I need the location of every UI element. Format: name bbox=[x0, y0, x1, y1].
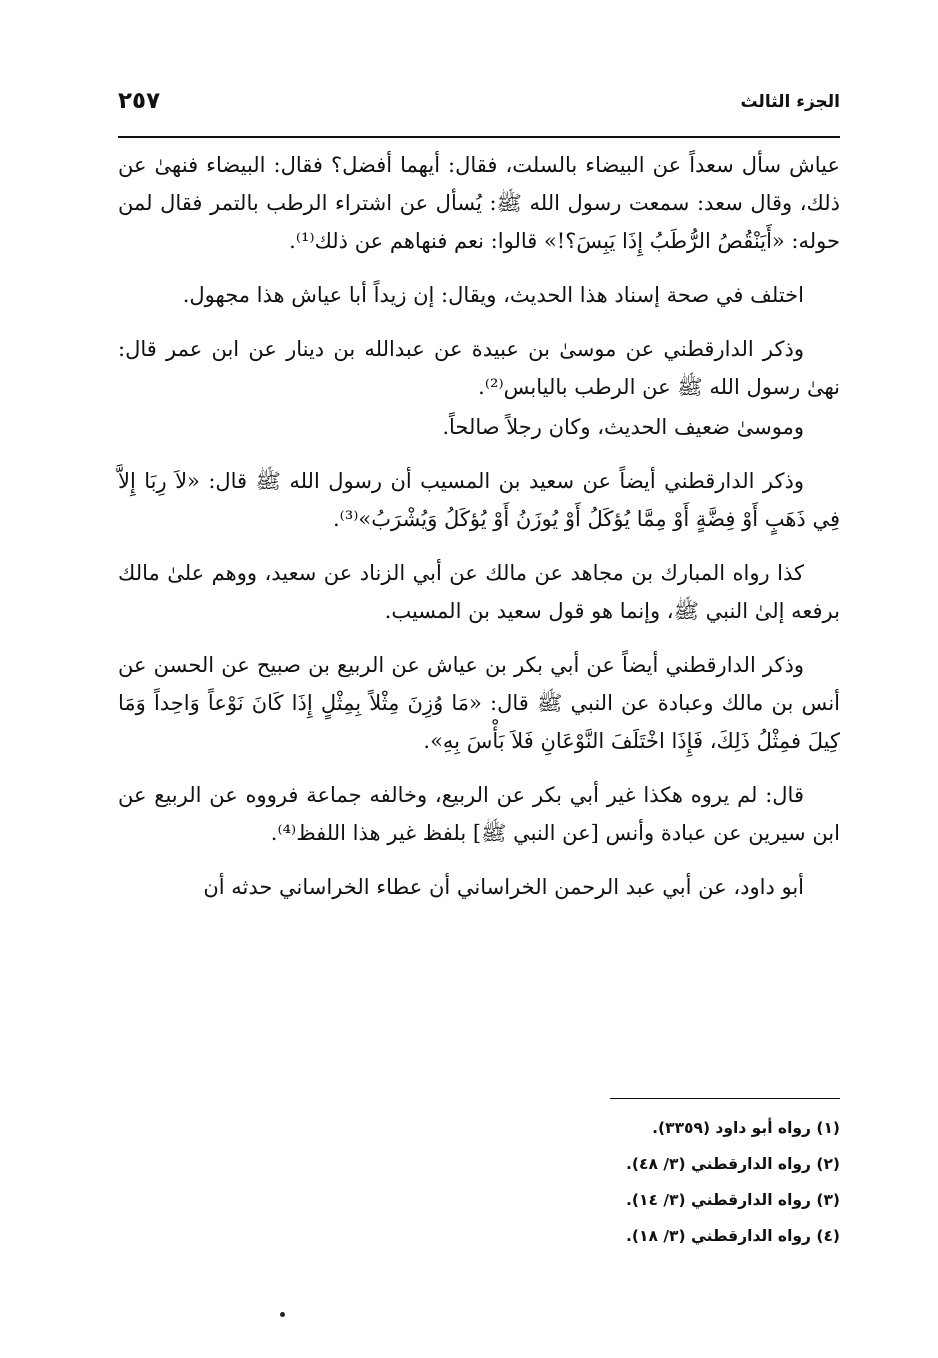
footnote: (٤) رواه الدارقطني (٣/ ١٨). bbox=[626, 1227, 840, 1245]
book-page bbox=[118, 88, 840, 1328]
footnote: (٣) رواه الدارقطني (٣/ ١٤). bbox=[626, 1191, 840, 1209]
page-number: ٢٥٧ bbox=[118, 88, 161, 114]
paragraph: وذكر الدارقطني أيضاً عن أبي بكر بن عياش عن الربيع بن صبيح عن الحسن عن أنس بن مالك وعبادة عن النبي ﷺ قال: «مَا وُزِنَ مِثْلاً بِمِثْلٍ إِذَا كَانَ نَوْعاً وَاحِداً وَمَا كِيلَ فمِثْلُ ذَلِكَ، فَإِذَا اخْتَلَفَ النَّوْعَانِ فَلاَ بَأْسَ بِهِ». bbox=[118, 653, 840, 753]
paragraph: وذكر الدارقطني عن موسىٰ بن عبيدة عن عبدالله بن دينار عن ابن عمر قال: نهىٰ رسول الله ﷺ عن الرطب باليابس⁽²⁾. bbox=[118, 337, 840, 399]
paragraph: وموسىٰ ضعيف الحديث، وكان رجلاً صالحاً. bbox=[442, 415, 804, 439]
paragraph: عياش سأل سعداً عن البيضاء بالسلت، فقال: أيهما أفضل؟ فقال: البيضاء فنهىٰ عن ذلك، وقال سعد: سمعت رسول الله ﷺ: يُسأل عن اشتراء الرطب بالتمر فقال لمن حوله: «أَيَنْقُصُ الرُّطَبُ إِذَا يَبِسَ؟!» قالوا: نعم فنهاهم عن ذلك⁽¹⁾. bbox=[118, 153, 840, 253]
paragraph: قال: لم يروه هكذا غير أبي بكر عن الربيع، وخالفه جماعة فرووه عن الربيع عن ابن سيرين عن عبادة وأنس [عن النبي ﷺ] بلفظ غير هذا اللفظ⁽⁴⁾. bbox=[118, 783, 840, 845]
paragraph: وذكر الدارقطني أيضاً عن سعيد بن المسيب أن رسول الله ﷺ قال: «لاَ رِبَا إِلاَّ فِي ذَهَبٍ أَوْ فِضَّةٍ أَوْ مِمَّا يُؤكَلُ أَوْ يُوزَنُ أَوْ يُؤكَلُ وَيُشْرَبُ»⁽³⁾. bbox=[118, 469, 840, 531]
paragraph: كذا رواه المبارك بن مجاهد عن مالك عن أبي الزناد عن سعيد، ووهم علىٰ مالك برفعه إلىٰ النبي ﷺ، وإنما هو قول سعيد بن المسيب. bbox=[118, 561, 840, 623]
page-header bbox=[118, 88, 840, 126]
header-divider bbox=[118, 136, 840, 138]
paragraph: أبو داود، عن أبي عبد الرحمن الخراساني أن عطاء الخراساني حدثه أن bbox=[203, 875, 804, 899]
paragraph: اختلف في صحة إسناد هذا الحديث، ويقال: إن زيداً أبا عياش هذا مجهول. bbox=[182, 283, 804, 307]
section-title: الجزء الثالث bbox=[740, 92, 840, 112]
footnote: (١) رواه أبو داود (٣٣٥٩). bbox=[652, 1119, 840, 1137]
footnote-divider bbox=[610, 1098, 840, 1099]
footnote: (٢) رواه الدارقطني (٣/ ٤٨). bbox=[626, 1155, 840, 1173]
scan-speck bbox=[280, 1312, 285, 1317]
footnotes bbox=[118, 1110, 840, 1254]
main-text bbox=[118, 146, 840, 922]
